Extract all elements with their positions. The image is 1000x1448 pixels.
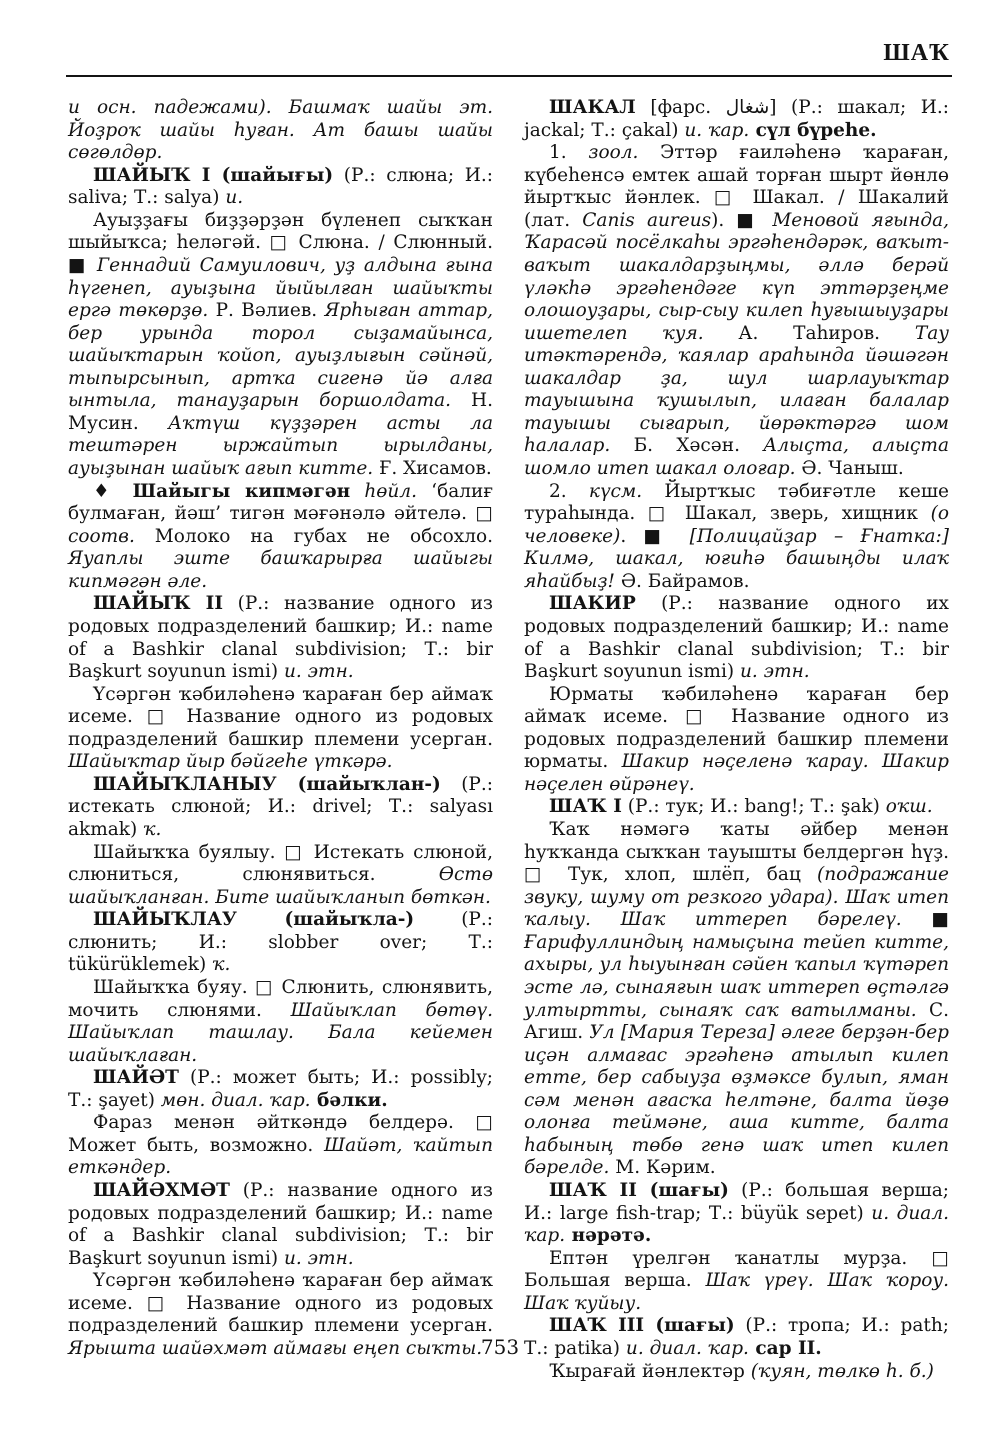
entry-text: (Р.: название одного их родовых подразделений башкир; И.: name of a Bashkir clanal subdivision; Т.: bir Başkurt soyunun ismi) (524, 593, 949, 683)
entry-text: Ул [Мария Тереза] әлеге берҙән-бер иҫән алмағас эргәһенә атылып килеп етте, бер сабыуҙа өҙмәксе булып, яман сәм менән ағасҡа һелтәне, балта йөҙө олонға теймәне, аша китте, балта һабының төбө генә шаҡ итеп килеп бәрелде. (524, 1022, 949, 1179)
entry-text: и. этн. (284, 661, 354, 683)
entry-text (350, 481, 364, 502)
dictionary-paragraph (68, 1067, 493, 1112)
right-column (524, 97, 949, 1383)
entry-text: Ярышта шайәхмәт аймағы еңеп сыҡты. (68, 1337, 483, 1359)
dictionary-paragraph (68, 1112, 493, 1180)
entry-text: (Р.: тропа; И.: path; Т.: patika) (524, 1315, 949, 1359)
entry-text: ■ (901, 909, 949, 931)
entry-text: [фарс. شغال] (Р.: шакал; И.: jackal; Т.: çakal) (524, 97, 949, 141)
entry-text: (Р.: может быть; И.: possibly; Т.: şayet) (68, 1067, 493, 1111)
dictionary-paragraph (524, 819, 949, 1180)
entry-text: Ғарифуллиндың намыҫына тейеп китте, ахыры, ул һыуынған сәйен ҡапыл ҡүтәреп эсте лә, сынаяғын шаҡ иттереп өҫтәлгә ултыртты, сынаяҡ саҡ ватылманы. (524, 931, 949, 1021)
entry-text: сар II. (748, 1337, 822, 1359)
dictionary-paragraph (524, 684, 949, 797)
header-rule (66, 75, 952, 77)
dictionary-paragraph (68, 165, 493, 210)
dictionary-paragraph (524, 142, 949, 480)
entry-text: Алыҫта, алыҫта шомло итеп шакал олоғар. (524, 435, 949, 479)
dictionary-paragraph (524, 1180, 949, 1248)
dictionary-paragraph (524, 97, 949, 142)
headword: ШАКИР (549, 593, 636, 615)
entry-text: и. ҡар. (684, 119, 750, 141)
entry-text: соотв. (68, 525, 135, 547)
entry-text: Юрматы ҡәбиләһенә ҡараған бер аймаҡ исеме. □ Название одного из родовых подразделений башкир племени юрматы. (524, 683, 949, 773)
entry-text: Ҡаҡ нәмәгә ҡаты әйбер менән һуҡҡанда сыҡҡан тауышты белдергән һүҙ. □ Тук, хлоп, шлёп, бац (524, 819, 949, 886)
entry-text: Шайыҡҡа буялыу. □ Истекать слюной, слюниться, слюнявиться. (68, 841, 493, 886)
dictionary-paragraph (68, 977, 493, 1067)
entry-text: Ә. Чаныш. (795, 458, 904, 479)
entry-text: Ярһыған аттар, бер урында торол сыҙамайынса, шайыҡтарын ҡойоп, ауыҙлығын сәйнәй, тыпырсынып, артҡа сигенә йә алға ынтыла, танауҙарын боршолдата. (68, 300, 494, 412)
entry-text: ‘балиғ булмаған, йәш’ тигән мәғәнәлә әйтелә. □ (68, 480, 493, 525)
entry-text: Йыртҡыс тәбиғәтле кеше тураһында. □ Шакал, зверь, хищник (524, 480, 949, 525)
entry-text: (Р.: слюнить; И.: slobber over; Т.: tükürüklemek) (68, 909, 493, 976)
entry-text: . ■ (620, 525, 690, 547)
entry-text: мөн. диал. ҡар. (160, 1089, 311, 1111)
entry-text: Ә. Байрамов. (615, 570, 750, 592)
dictionary-paragraph (524, 481, 949, 594)
entry-text: ). ■ (711, 209, 773, 231)
dictionary-paragraph (524, 593, 949, 683)
entry-text: бәлки. (310, 1089, 388, 1111)
entry-text: зоол. (588, 142, 639, 164)
headword: ШАКАЛ (549, 97, 636, 118)
entry-text: Меновой яғында, Ҡарасәй посёлкаһы эргәһендәрәк, ваҡыт-ваҡыт шакалдарҙыңмы, әллә берәй үләкһә эргәһендәге күп эттәрҙеңме олошоуҙары, сыр-сыу килеп һуғышыуҙары ишетелеп ҡуя. (524, 209, 949, 344)
entry-text: Үсәргән ҡәбиләһенә ҡараған бер аймаҡ исеме. □ Название одного из родовых подразделений башкир племени усерган. (68, 1270, 493, 1337)
entry-text: и. диал. ҡар. (625, 1337, 749, 1359)
entry-text: и. этн. (284, 1247, 354, 1269)
dictionary-paragraph (68, 481, 493, 594)
headword: ШАҠ I (549, 796, 622, 818)
entry-text: и. диал. ҡар. (524, 1202, 949, 1247)
dictionary-paragraph (68, 842, 493, 910)
entry-text: Шайыҡҡа буяу. □ Слюнить, слюнявить, мочить слюнями. (68, 976, 493, 1021)
entry-text: Тау итәктәрендә, ҡаялар араһында йәшәгән шакалдар ҙа, шул шарлауыҡтар тауышына ҡушылып, илаған балалар тауышы сығарып, йөрәктәргә шом һалалар. (524, 322, 949, 457)
dictionary-paragraph (68, 210, 493, 481)
entry-text: Фараз менән әйткәндә белдерә. □ Может быть, возможно. (68, 1112, 493, 1156)
entry-text: [Полицайҙар – Ғнатка:] Килмә, шакал, юғиһә башыңды илаҡ яһайбыҙ! (524, 525, 950, 592)
entry-text: (о человеке) (524, 503, 949, 547)
entry-text: (Р.: слюна; И.: saliva; Т.: salya) (68, 164, 493, 209)
entry-text: (Р.: название одного из родовых подразделений башкир; И.: name of a Bashkir clanal subdivision; Т.: bir Başkurt soyunun ismi) (68, 593, 493, 683)
entry-text: (Р.: тук; И.: bang!; Т.: şak) (621, 796, 886, 818)
entry-text: Н. Мусин. (68, 390, 493, 434)
dictionary-paragraph (68, 774, 493, 842)
dictionary-paragraph (524, 1248, 949, 1316)
entry-text: 2. (549, 480, 589, 502)
headword: ШАЙЫҠЛАУ (шайыҡла-) (93, 909, 415, 931)
left-column (68, 97, 493, 1361)
entry-text: М. Кәрим. (609, 1157, 716, 1179)
entry-text: (Р.: большая верша; И.: large fish-trap; Т.: büyük sepet) (524, 1180, 949, 1224)
entry-text: Б. Хәсән. (610, 435, 764, 457)
entry-text: ҡ. (212, 954, 231, 976)
headword: ШАЙЫҠ I (шайығы) (93, 164, 334, 186)
entry-text: нәрәтә. (565, 1225, 652, 1247)
entry-text: и осн. падежами). Башмаҡ шайы эт. Йоҙроҡ шайы һуған. Ат башы шайы сөгөлдөр. (68, 97, 493, 164)
dictionary-paragraph (68, 97, 493, 165)
entry-text: С. Агиш. (524, 999, 949, 1044)
entry-text: ҡ. (143, 819, 162, 840)
entry-text: Шакир нәҫеленә ҡарау. Шакир нәҫелен өйрәнеү. (524, 751, 949, 795)
headword: ШАЙЫҠ II (93, 593, 223, 615)
entry-text: Эттәр ғаиләһенә ҡараған, күбеһенсә емтек ашай торған шырт йөнлө йыртҡыс йәнлек. □ Шакал. / Шакалий (лат. (524, 142, 949, 231)
entry-text: Аҡтүш күҙҙәрен асты ла тештәрен ыржайтып ырылданы, ауыҙынан шайыҡ ағып китте. (68, 412, 493, 479)
entry-text: Яуаплы эште башҡарырға шайыгы кипмәгән әле. (68, 548, 493, 592)
entry-text: ♦ Шайыгы кипмәгән (93, 480, 351, 502)
headword: ШАҠ II (шағы) (549, 1180, 729, 1201)
entry-text: и. (225, 187, 244, 209)
headword: ШАЙӘХМӘТ (93, 1180, 230, 1201)
entry-text: Ауыҙҙағы биҙҙәрҙән бүленеп сыҡҡан шыйыҡса; һеләгәй. □ Слюна. / Слюнный. ■ (68, 209, 493, 276)
entry-text: Шайыҡлап бөтөү. Шайыҡлап ташлау. Бала кейемен шайыҡлаған. (68, 999, 494, 1066)
entry-text: (подражание звуку, шуму от резкого удара). Шаҡ итеп ҡалыу. Шаҡ иттереп бәрелеү. (524, 864, 949, 931)
headword: ШАҠ III (шағы) (549, 1315, 735, 1337)
dictionary-paragraph (68, 684, 493, 774)
dictionary-paragraph (68, 593, 493, 683)
entry-text: Үсәргән ҡәбиләһенә ҡараған бер аймаҡ исеме. □ Название одного из родовых подразделений башкир племени усерган. (68, 683, 493, 750)
entry-text: Шайәт, ҡайтып еткәндер. (68, 1134, 493, 1179)
entry-text: А. Таһиров. (703, 322, 915, 344)
entry-text: Canis aureus (582, 209, 712, 231)
entry-text: Өстө шайыҡланған. Бите шайыҡланып бөткән. (68, 864, 493, 908)
entry-text: һөйл. (364, 480, 417, 502)
entry-text: Геннадий Самуилович, уҙ алдына ғына һүгенеп, ауыҙына йыйылған шайыҡты ергә төкөрҙө. (68, 254, 493, 322)
entry-text: Молоко на губах не обсохло. (134, 525, 493, 547)
dictionary-paragraph (68, 1180, 493, 1270)
entry-text: Ғ. Хисамов. (373, 458, 492, 479)
entry-text: күсм. (588, 480, 643, 502)
entry-text: Ептән үрелгән ҡанатлы мурҙа. □ Большая верша. (524, 1247, 949, 1292)
entry-text: Шаҡ үреү. Шаҡ ҡороу. Шаҡ ҡуйыу. (524, 1270, 949, 1314)
running-head: ШАҠ (883, 40, 950, 66)
headword: ШАЙЫҠЛАНЫУ (шайыҡлан-) (93, 773, 441, 795)
entry-text: Шайыҡтар йыр бәйгеһе үткәрә. (68, 751, 393, 773)
entry-text: сүл бүреһе. (749, 119, 877, 141)
entry-text: (Р.: название одного из родовых подразделений башкир; И.: name of a Bashkir clanal subdivision; Т.: bir Başkurt soyunun ismi) (68, 1180, 493, 1269)
entry-text: Ҡырағай йәнлектәр (549, 1360, 751, 1382)
entry-text: и. этн. (740, 661, 810, 683)
dictionary-paragraph (68, 909, 493, 977)
page-number: 753 (480, 1335, 520, 1359)
headword: ШАЙӘТ (93, 1067, 179, 1089)
dictionary-paragraph (524, 1361, 949, 1384)
entry-text: Р. Вәлиев. (208, 300, 325, 322)
dictionary-paragraph (524, 796, 949, 819)
entry-text: оҡш. (885, 796, 933, 818)
entry-text: (ҡуян, төлкө һ. б.) (750, 1360, 934, 1382)
entry-text: (Р.: истекать слюной; И.: drivel; Т.: salyası akmak) (68, 773, 493, 840)
entry-text: 1. (549, 142, 589, 164)
